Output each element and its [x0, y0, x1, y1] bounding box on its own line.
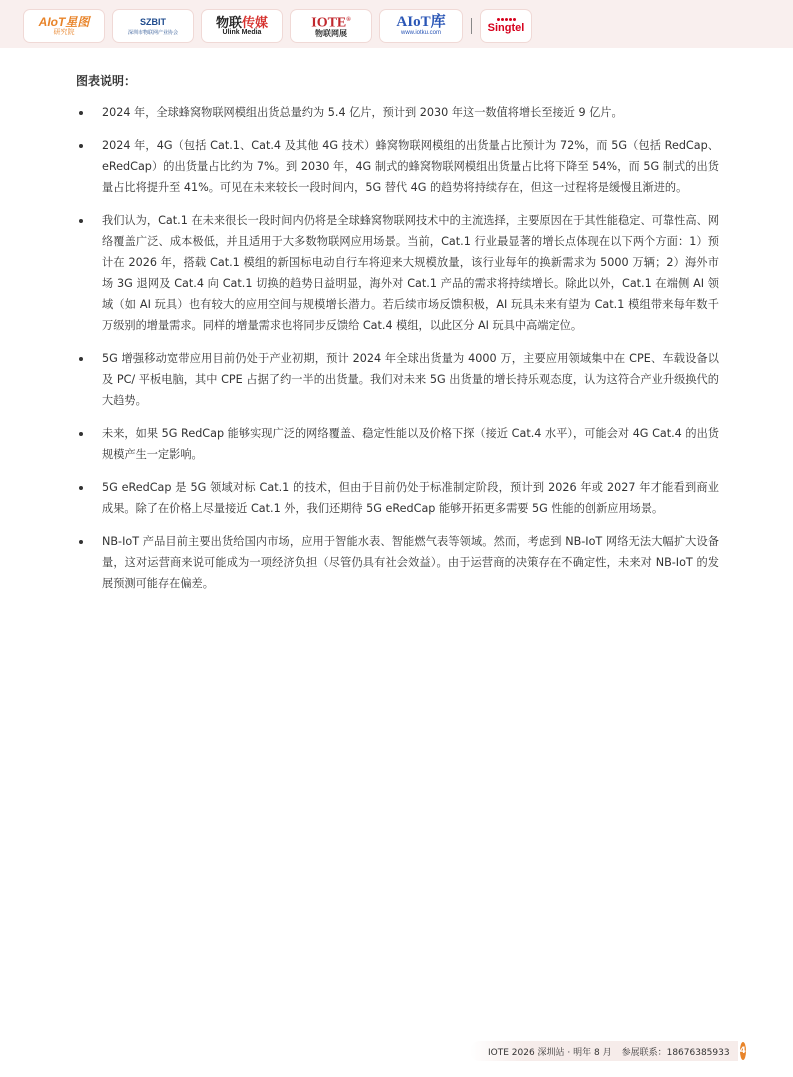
footer-contact: 参展联系：18676385933	[621, 1047, 730, 1058]
note-item: 5G eRedCap 是 5G 领域对标 Cat.1 的技术，但由于目前仍处于标准制定阶段，预计到 2026 年或 2027 年才能看到商业成果。除了在价格上尽量接近 Cat.1 外，我们还期待 5G eRedCap 能够开拓更多需要 5G 性能的创新应用场景。	[76, 477, 719, 519]
footer-event: IOTE 2026 深圳站 · 明年 8 月	[488, 1047, 612, 1058]
aiot-logo-sub: 研究院	[53, 28, 75, 36]
note-item: 未来，如果 5G RedCap 能够实现广泛的网络覆盖、稳定性能以及价格下探（接近 Cat.4 水平），可能会对 4G Cat.4 的出货规模产生一定影响。	[76, 423, 719, 465]
ulink-logo-sub: Ulink Media	[222, 28, 262, 36]
ulink-logo-main-a: 物联	[215, 14, 242, 30]
szbit-logo-main: SZBIT	[140, 16, 166, 27]
section-title: 图表说明：	[76, 74, 137, 88]
aiotku-logo-main: AIoT库	[396, 13, 446, 30]
iote-logo-text: IOTE	[311, 15, 347, 31]
aiotku-logo	[380, 10, 462, 42]
chart-notes-section	[76, 72, 719, 606]
aiot-research-logo	[24, 10, 104, 42]
iote-logo-sub: 物联网展	[315, 28, 347, 38]
singtel-logo	[481, 10, 531, 42]
szbit-logo-sub: 深圳市物联网产业协会	[127, 29, 178, 36]
note-item: 2024 年，4G（包括 Cat.1、Cat.4 及其他 4G 技术）蜂窝物联网模组的出货量占比预计为 72%，而 5G（包括 RedCap、eRedCap）的出货量占比约为 7%。到 2030 年，4G 制式的蜂窝物联网模组出货量占比将下降至 54%，而 5G 制式的出货量占比将提升至 41%。可见在未来较长一段时间内，5G 替代 4G 的趋势将持续存在，但这一过程将是缓慢且渐进的。	[76, 135, 719, 198]
note-item: 2024 年，全球蜂窝物联网模组出货总量约为 5.4 亿片，预计到 2030 年这一数值将增长至接近 9 亿片。	[76, 102, 719, 123]
ulink-media-logo	[202, 10, 282, 42]
aiotku-logo-sub: www.iotku.com	[400, 29, 441, 36]
iote-registered-mark: ®	[346, 17, 351, 24]
ulink-logo-main-b: 传媒	[242, 14, 269, 30]
page-number: 4	[740, 1042, 746, 1060]
note-item: NB-IoT 产品目前主要出货给国内市场，应用于智能水表、智能燃气表等领域。然而，考虑到 NB-IoT 网络无法大幅扩大设备量，这对运营商来说可能成为一项经济负担（尽管仍具有社会效益）。由于运营商的决策存在不确定性，未来对 NB-IoT 的发展预测可能存在偏差。	[76, 531, 719, 594]
iote-logo-main	[311, 14, 351, 30]
page-header	[0, 0, 793, 48]
szbit-logo	[113, 10, 193, 42]
singtel-dots-icon	[497, 18, 516, 21]
singtel-logo-main: Singtel	[487, 21, 525, 34]
header-divider	[471, 18, 472, 34]
ulink-logo-main	[216, 16, 268, 29]
footer-info	[470, 1041, 738, 1061]
iote-logo	[291, 10, 371, 42]
notes-list	[76, 102, 719, 594]
note-item: 我们认为，Cat.1 在未来很长一段时间内仍将是全球蜂窝物联网技术中的主流选择，主要原因在于其性能稳定、可靠性高、网络覆盖广泛、成本极低，并且适用于大多数物联网应用场景。当前，Cat.1 行业最显著的增长点体现在以下两个方面：1）预计在 2026 年，搭载 Cat.1 模组的新国标电动自行车将迎来大规模放量，该行业每年的换新需求为 5000 万辆；2）海外市场 3G 退网及 Cat.4 向 Cat.1 切换的趋势日益明显，海外对 Cat.1 产品的需求将持续增长。除此以外，Cat.1 在端侧 AI 领域（如 AI 玩具）也有较大的应用空间与规模增长潜力。若后续市场反馈积极，AI 玩具未来有望为 Cat.1 模组带来每年数千万级别的增量需求。同样的增量需求也将同步反馈给 Cat.4 模组，以此区分 AI 玩具中高端定位。	[76, 210, 719, 336]
note-item: 5G 增强移动宽带应用目前仍处于产业初期，预计 2024 年全球出货量为 4000 万，主要应用领域集中在 CPE、车载设备以及 PC/ 平板电脑，其中 CPE 占据了约一半的出货量。我们对未来 5G 出货量的增长持乐观态度，认为这符合产业升级换代的大趋势。	[76, 348, 719, 411]
page-footer	[470, 1041, 745, 1061]
aiot-logo-main: AIoT星图	[38, 14, 90, 29]
